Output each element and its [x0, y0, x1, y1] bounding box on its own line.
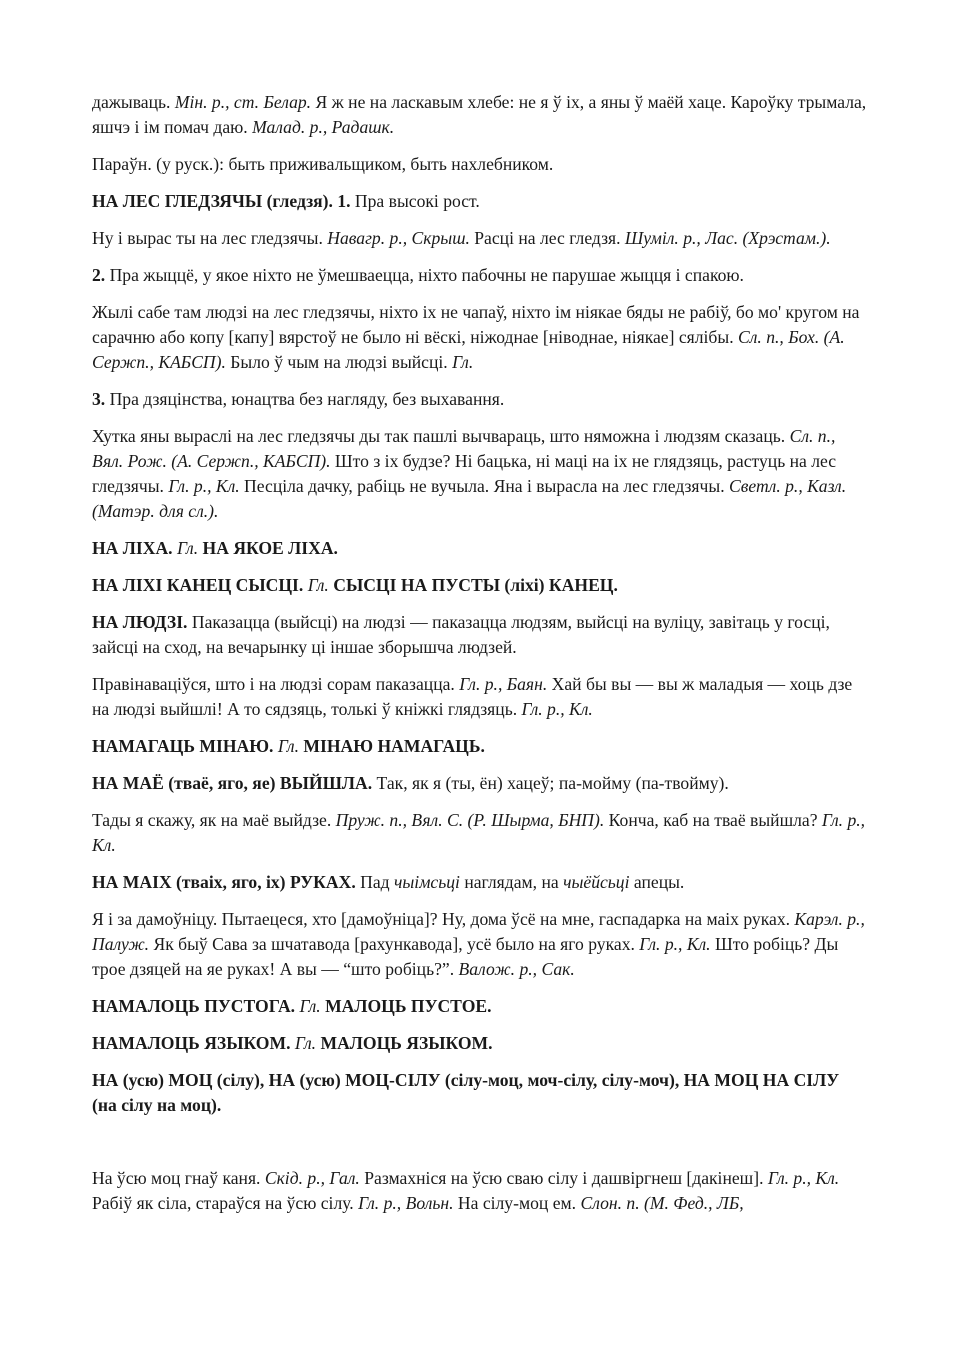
source-citation: Мін. р., ст. Белар.	[174, 92, 312, 112]
source-citation: Светл. р., Казл. (Матэр. для сл.).	[92, 476, 847, 521]
entry-headword: НАМАГАЦЬ МІНАЮ.	[92, 736, 274, 756]
entry-headword: НА МАІХ (тваіх, яго, іх) РУКАХ.	[92, 872, 356, 892]
entry-na-usyu-mots	[92, 1068, 867, 1118]
source-citation: Карэл. р., Палуж.	[92, 909, 865, 954]
source-citation: Гл. р., Баян.	[459, 674, 548, 694]
source-citation: Гл. р., Кл.	[92, 810, 866, 855]
source-citation: Гл. р., Кл.	[767, 1168, 840, 1188]
entry-na-mae-vyishla: НА МАЁ (тваё, яго, яе) ВЫЙШЛА. Так, як я (ты, ён) хацеў; па-мойму (па-твойму).	[92, 773, 729, 793]
cross-reference-entry	[92, 1031, 867, 1056]
example-paragraph: Ну і вырас ты на лес гледзячы. Навагр. р., Скрыш. Расці на лес гледзя. Шуміл. р., Лас. (Хрэстам.).	[92, 228, 831, 248]
example-paragraph: Я і за дамоўніцу. Пытаецеся, хто [дамоўніца]? Ну, дома ўсё на мне, гаспадарка на маіх руках. Карэл. р., Палуж. Як быў Сава за шчатавода [рахункавода], усё было на яго руках. Гл. р., Кл. Што робіць? Ды трое дзяцей на яе руках! А вы — “што робіць?”. Валож. р., Сак.	[92, 909, 865, 979]
example-paragraph: Тады я скажу, як на маё выйдзе. Пруж. п., Вял. С. (Р. Шырма, БНП). Конча, каб на тваё выйшла? Гл. р., Кл.	[92, 810, 866, 855]
entry-headword: НА ЛІХА.	[92, 538, 173, 558]
example-paragraph: Правінаваціўся, што і на людзі сорам паказацца. Гл. р., Баян. Хай бы вы — вы ж маладыя — хоць дзе на людзі выйшлі! А то сядзяць, толькі ў кніжкі глядзяць. Гл. р., Кл.	[92, 674, 853, 719]
source-citation: Гл. р., Кл.	[168, 476, 240, 496]
dictionary-page	[92, 90, 867, 1228]
cross-reference-target: НА ЯКОЕ ЛІХА.	[202, 538, 338, 558]
sense-paragraph: 2. Пра жыццё, у якое ніхто не ўмешваецца, ніхто пабочны не парушае жыцця і спакою.	[92, 265, 744, 285]
entry-continuation-paragraph: дажываць. Мін. р., ст. Белар. Я ж не на ласкавым хлебе: не я ў іх, а яны ў маёй хаце. Кароўку трымала, яшчэ і ім помач даю. Малад. р., Радашк.	[92, 92, 867, 137]
sense-number: 3.	[92, 389, 106, 409]
entry-headword: НАМАЛОЦЬ ЯЗЫКОМ.	[92, 1033, 291, 1053]
source-citation: Гл. р., Вольн.	[358, 1193, 454, 1213]
cross-reference-target: МАЛОЦЬ ЯЗЫКОМ.	[320, 1033, 493, 1053]
source-citation: Шуміл. р., Лас. (Хрэстам.).	[624, 228, 831, 248]
see-also-marker: Гл.	[299, 996, 321, 1016]
entry-headword: НАМАЛОЦЬ ПУСТОГА.	[92, 996, 296, 1016]
source-citation: Сл. п., Вял. Рож. (А. Сержп., КАБСП).	[92, 426, 836, 471]
source-citation: Слон. п. (М. Фед., ЛБ,	[580, 1193, 744, 1213]
cross-reference-target: СЫСЦІ НА ПУСТЫ (ліхі) КАНЕЦ.	[333, 575, 618, 595]
comparison-paragraph: Параўн. (у руск.): быть приживальщиком, быть нахлебником.	[92, 154, 554, 174]
cross-reference-target: МІНАЮ НАМАГАЦЬ.	[303, 736, 485, 756]
cross-reference-target: МАЛОЦЬ ПУСТОЕ.	[325, 996, 492, 1016]
entry-na-les-gledzyachy: НА ЛЕС ГЛЕДЗЯЧЫ (гледзя). 1. Пра высокі рост.	[92, 191, 480, 211]
entry-na-maikh-rukakh: НА МАІХ (тваіх, яго, іх) РУКАХ. Пад чыімсьці наглядам, на чыёйсьці апецы.	[92, 872, 685, 892]
cross-reference-entry	[92, 573, 867, 598]
see-also-marker: Гл.	[176, 538, 199, 558]
source-citation: Скід. р., Гал.	[264, 1168, 360, 1188]
italic-word: чыімсьці	[394, 872, 460, 892]
source-citation: Валож. р., Сак.	[458, 959, 575, 979]
entry-headword: НА ЛЕС ГЛЕДЗЯЧЫ (гледзя). 1.	[92, 191, 351, 211]
entry-headword: НА МАЁ (тваё, яго, яе) ВЫЙШЛА.	[92, 773, 373, 793]
source-citation: Навагр. р., Скрыш.	[327, 228, 470, 248]
example-paragraph: На ўсю моц гнаў каня. Скід. р., Гал. Размахніся на ўсю сваю сілу і дашвіргнеш [дакінеш]. Гл. р., Кл. Рабіў як сіла, стараўся на ўсю сілу. Гл. р., Вольн. На сілу-моц ем. Слон. п. (М. Фед., ЛБ,	[92, 1168, 840, 1213]
see-also-marker: Гл.	[277, 736, 300, 756]
entry-headword: НА (усю) МОЦ (сілу), НА (усю) МОЦ-СІЛУ (сілу-моц, моч-сілу, сілу-моч), НА МОЦ НА СІЛУ (на сілу на моц).	[92, 1070, 840, 1115]
cross-reference-entry	[92, 734, 867, 759]
example-paragraph: Хутка яны выраслі на лес гледзячы ды так пашлі вычвараць, што няможна і людзям сказаць. Сл. п., Вял. Рож. (А. Сержп., КАБСП). Што з іх будзе? Ні бацька, ні маці на іх не глядзяць, растуць на лес гледзячы. Гл. р., Кл. Песціла дачку, рабіць не вучыла. Яна і вырасла на лес гледзячы. Светл. р., Казл. (Матэр. для сл.).	[92, 426, 847, 521]
italic-word: чыёйсьці	[563, 872, 630, 892]
sense-paragraph: 3. Пра дзяцінства, юнацтва без нагляду, без выхавання.	[92, 389, 505, 409]
cross-reference-entry	[92, 536, 867, 561]
cross-reference-entry	[92, 994, 867, 1019]
source-citation: Гл.	[452, 352, 474, 372]
example-paragraph: Жылі сабе там людзі на лес гледзячы, ніхто іх не чапаў, ніхто ім ніякае бяды не рабіў, бо мо' кругом на сарачню або копу [капу] вярстоў не было ні вёскі, ніжоднае [ніводнае, ніякае] сялібы. Сл. п., Бох. (А. Сержп., КАБСП). Было ў чым на людзі выйсці. Гл.	[92, 302, 860, 372]
source-citation: Малад. р., Радашк.	[252, 117, 395, 137]
entry-headword: НА ЛЮДЗІ.	[92, 612, 188, 632]
see-also-marker: Гл.	[294, 1033, 317, 1053]
entry-na-lyudzi: НА ЛЮДЗІ. Паказацца (выйсці) на людзі — паказацца людзям, выйсці на вуліцу, завітаць у госці, зайсці на сход, на вечарынку ці іншае зборышча людзей.	[92, 612, 830, 657]
source-citation: Пруж. п., Вял. С. (Р. Шырма, БНП).	[335, 810, 605, 830]
entry-headword: НА ЛІХІ КАНЕЦ СЫСЦІ.	[92, 575, 304, 595]
sense-number: 2.	[92, 265, 106, 285]
source-citation: Сл. п., Бох. (А. Сержп., КАБСП).	[92, 327, 845, 372]
source-citation: Гл. р., Кл.	[639, 934, 711, 954]
see-also-marker: Гл.	[307, 575, 329, 595]
source-citation: Гл. р., Кл.	[521, 699, 593, 719]
